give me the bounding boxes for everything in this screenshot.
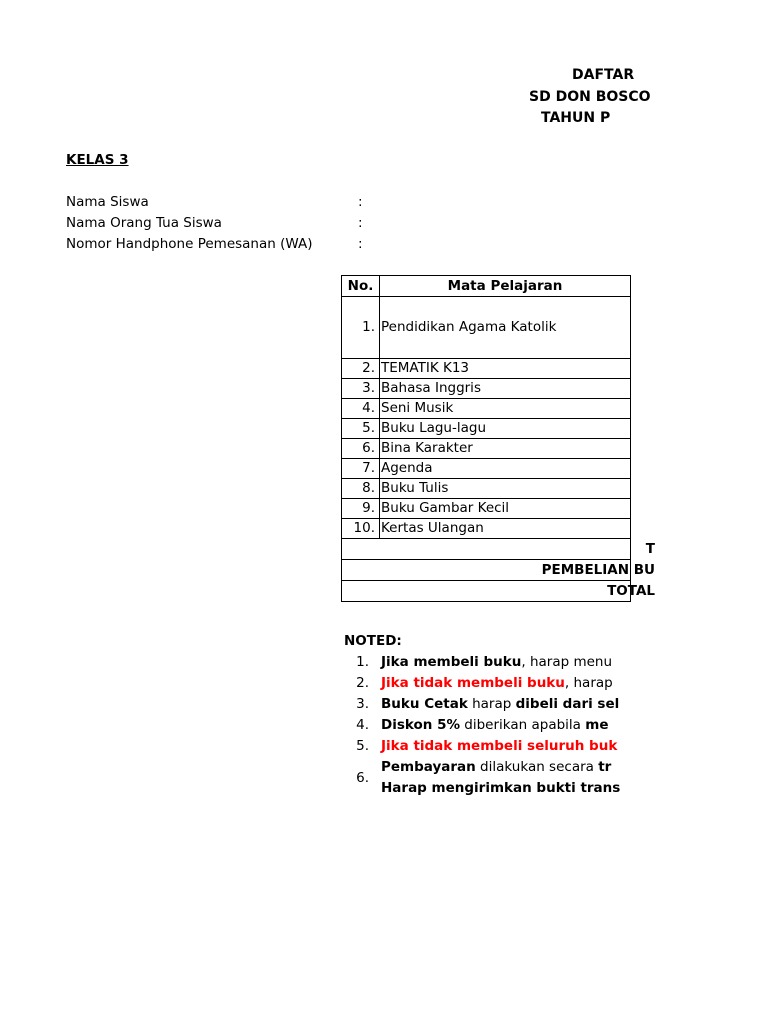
summary-row-grand-total xyxy=(342,581,631,602)
note-text: Jika tidak membeli buku, harap xyxy=(381,675,613,691)
field-colon: : xyxy=(358,215,363,231)
table-row xyxy=(342,399,631,419)
doc-title-line2: SD DON BOSCO xyxy=(529,89,651,105)
field-colon: : xyxy=(358,236,363,252)
notes-title: NOTED: xyxy=(344,633,402,649)
note-text-line1: Pembayaran dilakukan secara tr xyxy=(381,759,612,775)
row-subject: Buku Lagu-lagu xyxy=(380,419,631,439)
table-row xyxy=(342,379,631,399)
note-number: 4. xyxy=(356,717,369,733)
row-subject: TEMATIK K13 xyxy=(380,359,631,379)
row-no: 9. xyxy=(342,499,380,519)
row-no: 7. xyxy=(342,459,380,479)
note-number: 1. xyxy=(356,654,369,670)
note-text: Jika tidak membeli seluruh buk xyxy=(381,738,618,754)
row-subject: Buku Gambar Kecil xyxy=(380,499,631,519)
table-row xyxy=(342,499,631,519)
note-text: Buku Cetak harap dibeli dari sel xyxy=(381,696,620,712)
field-colon: : xyxy=(358,194,363,210)
row-no: 3. xyxy=(342,379,380,399)
row-subject: Bina Karakter xyxy=(380,439,631,459)
row-subject: Kertas Ulangan xyxy=(380,519,631,539)
note-number: 6. xyxy=(356,770,369,786)
table-row xyxy=(342,439,631,459)
note-number: 5. xyxy=(356,738,369,754)
table-row xyxy=(342,519,631,539)
header-no: No. xyxy=(342,276,380,297)
field-label: Nama Orang Tua Siswa xyxy=(66,215,222,231)
row-no: 4. xyxy=(342,399,380,419)
table-row xyxy=(342,479,631,499)
row-subject: Seni Musik xyxy=(380,399,631,419)
row-no: 1. xyxy=(342,297,380,359)
field-student-name xyxy=(66,192,386,212)
table-row xyxy=(342,297,631,359)
summary-label: PEMBELIAN BU xyxy=(342,560,631,581)
field-label: Nama Siswa xyxy=(66,194,149,210)
doc-title-line3: TAHUN P xyxy=(541,110,611,126)
note-text-line2: Harap mengirimkan bukti trans xyxy=(381,780,621,796)
row-no: 10. xyxy=(342,519,380,539)
summary-label: TOTAL xyxy=(342,581,631,602)
field-phone-number xyxy=(66,234,386,254)
note-text: Diskon 5% diberikan apabila me xyxy=(381,717,609,733)
field-parent-name xyxy=(66,213,386,233)
row-subject: Buku Tulis xyxy=(380,479,631,499)
row-subject: Agenda xyxy=(380,459,631,479)
row-no: 8. xyxy=(342,479,380,499)
note-number: 2. xyxy=(356,675,369,691)
header-subject: Mata Pelajaran xyxy=(380,276,631,297)
table-row xyxy=(342,419,631,439)
row-no: 5. xyxy=(342,419,380,439)
book-order-table xyxy=(341,275,655,602)
field-label: Nomor Handphone Pemesanan (WA) xyxy=(66,236,313,252)
row-subject: Pendidikan Agama Katolik xyxy=(380,297,631,359)
note-number: 3. xyxy=(356,696,369,712)
row-no: 2. xyxy=(342,359,380,379)
row-subject: Bahasa Inggris xyxy=(380,379,631,399)
row-no: 6. xyxy=(342,439,380,459)
note-text: Jika membeli buku, harap menu xyxy=(381,654,613,670)
class-label: KELAS 3 xyxy=(66,152,129,168)
summary-row-purchase xyxy=(342,560,631,581)
summary-row-total xyxy=(342,539,631,560)
table-header-row xyxy=(342,276,631,297)
table-row xyxy=(342,459,631,479)
summary-label: T xyxy=(342,539,631,560)
doc-title-line1: DAFTAR xyxy=(572,67,635,83)
table-row xyxy=(342,359,631,379)
